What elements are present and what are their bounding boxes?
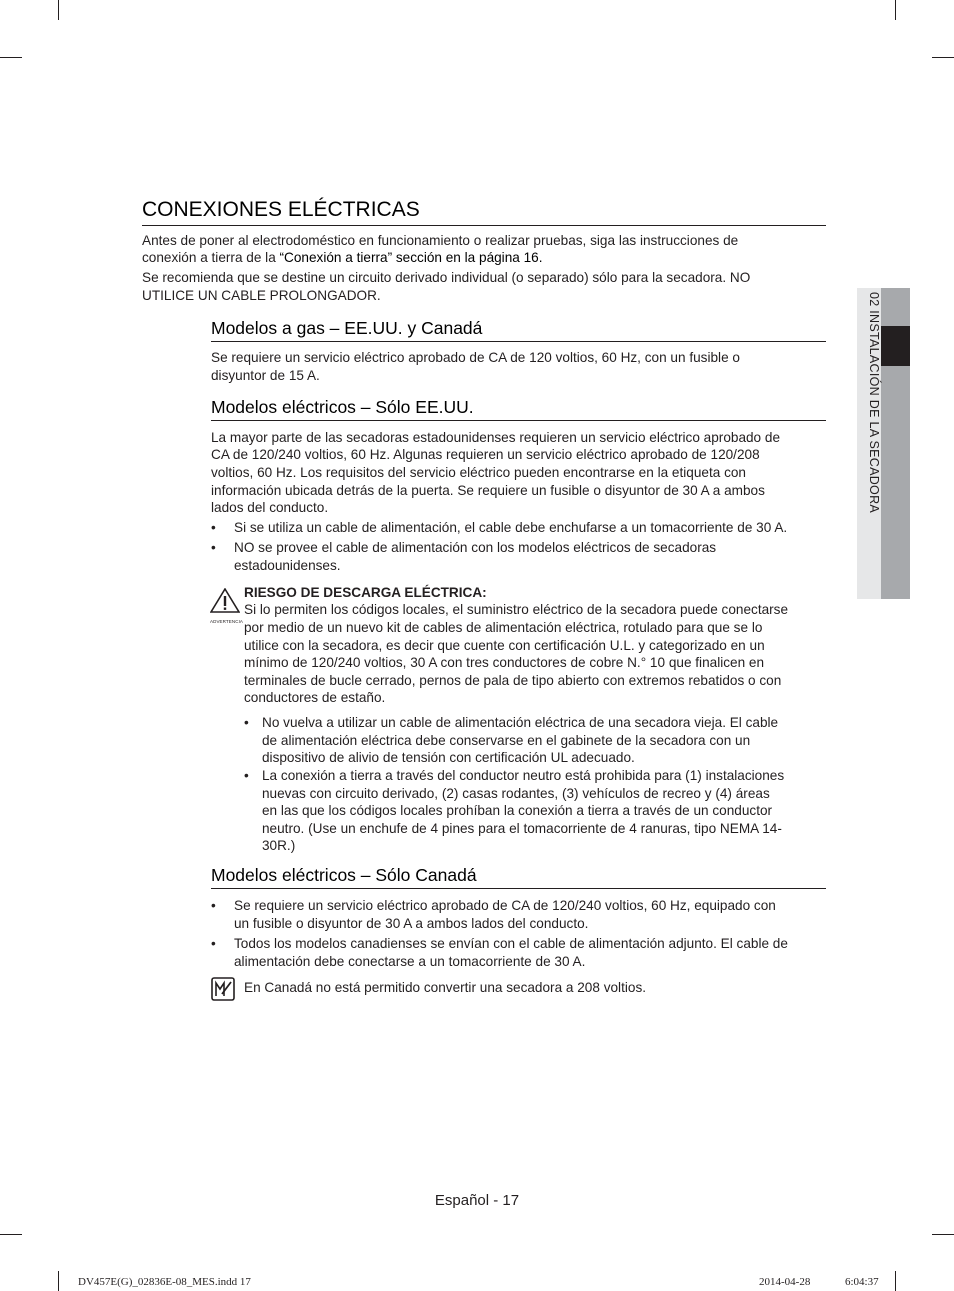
page-title: CONEXIONES ELÉCTRICAS: [142, 198, 826, 226]
intro-text: conexión a tierra de la: [142, 250, 280, 265]
gas-text-line: disyuntor de 15 A.: [211, 368, 320, 383]
bullet-icon: •: [211, 898, 216, 913]
list-item: • No vuelva a utilizar un cable de alimentación eléctrica de una secadora vieja. El cable de alimentación eléctrica debe conservarse en el gabinete de la secadora con un dispositivo de alivio de tensión con certificación UL adecuado.: [244, 715, 779, 766]
warning-text-line: Si lo permiten los códigos locales, el suministro eléctrico de la secadora puede conectarse: [244, 602, 789, 617]
warning-text-line: terminales de bucle cerrado, pernos de pala de tipo abierto con extremos rebatidos o con: [244, 673, 782, 688]
page-number: Español - 17: [434, 1192, 520, 1209]
warning-text-line: utilice con la secadora, es decir que cuente con certificación U.L. y categorizado en un: [244, 638, 765, 653]
list-item: • La conexión a tierra a través del conductor neutro está prohibida para (1) instalaciones nuevas con circuito derivado, (2) casas rodantes, (3) vehículos de recreo y (4) áreas en las que los códigos locales prohíban la conexión a tierra a través de un conductor neutro. (Use un enchufe de 4 pines para el tomacorriente de 4 ranuras, tipo NEMA 14- 30R.): [244, 768, 785, 854]
crop-mark: [0, 1234, 22, 1235]
intro-line: UTILICE UN CABLE PROLONGADOR.: [142, 288, 381, 303]
side-tab-marker: [881, 326, 910, 366]
bullet-icon: •: [211, 936, 216, 951]
list-item: • Se requiere un servicio eléctrico aprobado de CA de 120/240 voltios, 60 Hz, equipado con un fusible o disyuntor de 30 A a ambos lados del conducto.: [211, 898, 776, 931]
imprint-time: 6:04:37: [845, 1276, 879, 1288]
intro-line: Se recomienda que se destine un circuito derivado individual (o separado) sólo para la secadora. NO: [142, 270, 751, 285]
usa-text-line: información ubicada detrás de la puerta. Se requiere un fusible o disyuntor de 30 A a ambos: [211, 483, 765, 498]
list-item: • Todos los modelos canadienses se envían con el cable de alimentación adjunto. El cable de alimentación debe conectarse a un tomacorriente de 30 A.: [211, 936, 788, 969]
warning-text-line: mínimo de 120/240 voltios, 30 A con tres conductores de cobre N.° 10 que finalicen en: [244, 655, 765, 670]
warning-text-line: por medio de un nuevo kit de cables de alimentación eléctrica, rotulado para que se lo: [244, 620, 763, 635]
bullet-icon: •: [211, 540, 216, 555]
cross-reference-link[interactable]: “Conexión a tierra” sección en la página 16.: [279, 250, 543, 265]
crop-mark: [58, 1271, 59, 1291]
intro-line: Antes de poner al electrodoméstico en funcionamiento o realizar pruebas, siga las instrucciones de: [142, 233, 739, 248]
bullet-icon: •: [244, 768, 249, 783]
side-tab-label: 02 INSTALACIÓN DE LA SECADORA: [867, 292, 881, 514]
intro-line: [142, 249, 543, 267]
note-text: En Canadá no está permitido convertir una secadora a 208 voltios.: [244, 980, 647, 995]
crop-mark: [932, 57, 954, 58]
crop-mark: [895, 0, 896, 20]
warning-text-line: conductores de estaño.: [244, 690, 386, 705]
list-item: • NO se provee el cable de alimentación con los modelos eléctricos de secadoras estadounidenses.: [211, 540, 717, 573]
usa-text-line: voltios, 60 Hz. Los requisitos del servicio eléctrico pueden encontrarse en la etiqueta con: [211, 465, 746, 480]
section-heading-usa: Modelos eléctricos – Sólo EE.UU.: [211, 397, 826, 421]
section-heading-canada: Modelos eléctricos – Sólo Canadá: [211, 865, 826, 889]
bullet-icon: •: [211, 520, 216, 535]
crop-mark: [0, 57, 22, 58]
warning-icon-label: ADVERTENCIA: [210, 619, 244, 624]
section-heading-gas: Modelos a gas – EE.UU. y Canadá: [211, 318, 826, 342]
imprint-date: 2014-04-28: [759, 1276, 811, 1288]
chapter-side-tab: [857, 288, 910, 599]
bullet-icon: •: [244, 715, 249, 730]
usa-text-line: lados del conducto.: [211, 500, 329, 515]
warning-icon: [210, 588, 244, 624]
warning-title: RIESGO DE DESCARGA ELÉCTRICA:: [244, 585, 487, 600]
crop-mark: [895, 1271, 896, 1291]
imprint-file: DV457E(G)_02836E-08_MES.indd 17: [78, 1276, 251, 1288]
crop-mark: [932, 1234, 954, 1235]
list-item: • Si se utiliza un cable de alimentación, el cable debe enchufarse a un tomacorriente de 30 A.: [211, 520, 788, 535]
crop-mark: [58, 0, 59, 20]
usa-text-line: La mayor parte de las secadoras estadounidenses requieren un servicio eléctrico aprobado de: [211, 430, 781, 445]
usa-text-line: CA de 120/240 voltios, 60 Hz. Algunas requieren un servicio eléctrico aprobado de 120/208: [211, 447, 760, 462]
note-icon: [211, 977, 235, 1001]
gas-text-line: Se requiere un servicio eléctrico aprobado de CA de 120 voltios, 60 Hz, con un fusible o: [211, 350, 740, 365]
